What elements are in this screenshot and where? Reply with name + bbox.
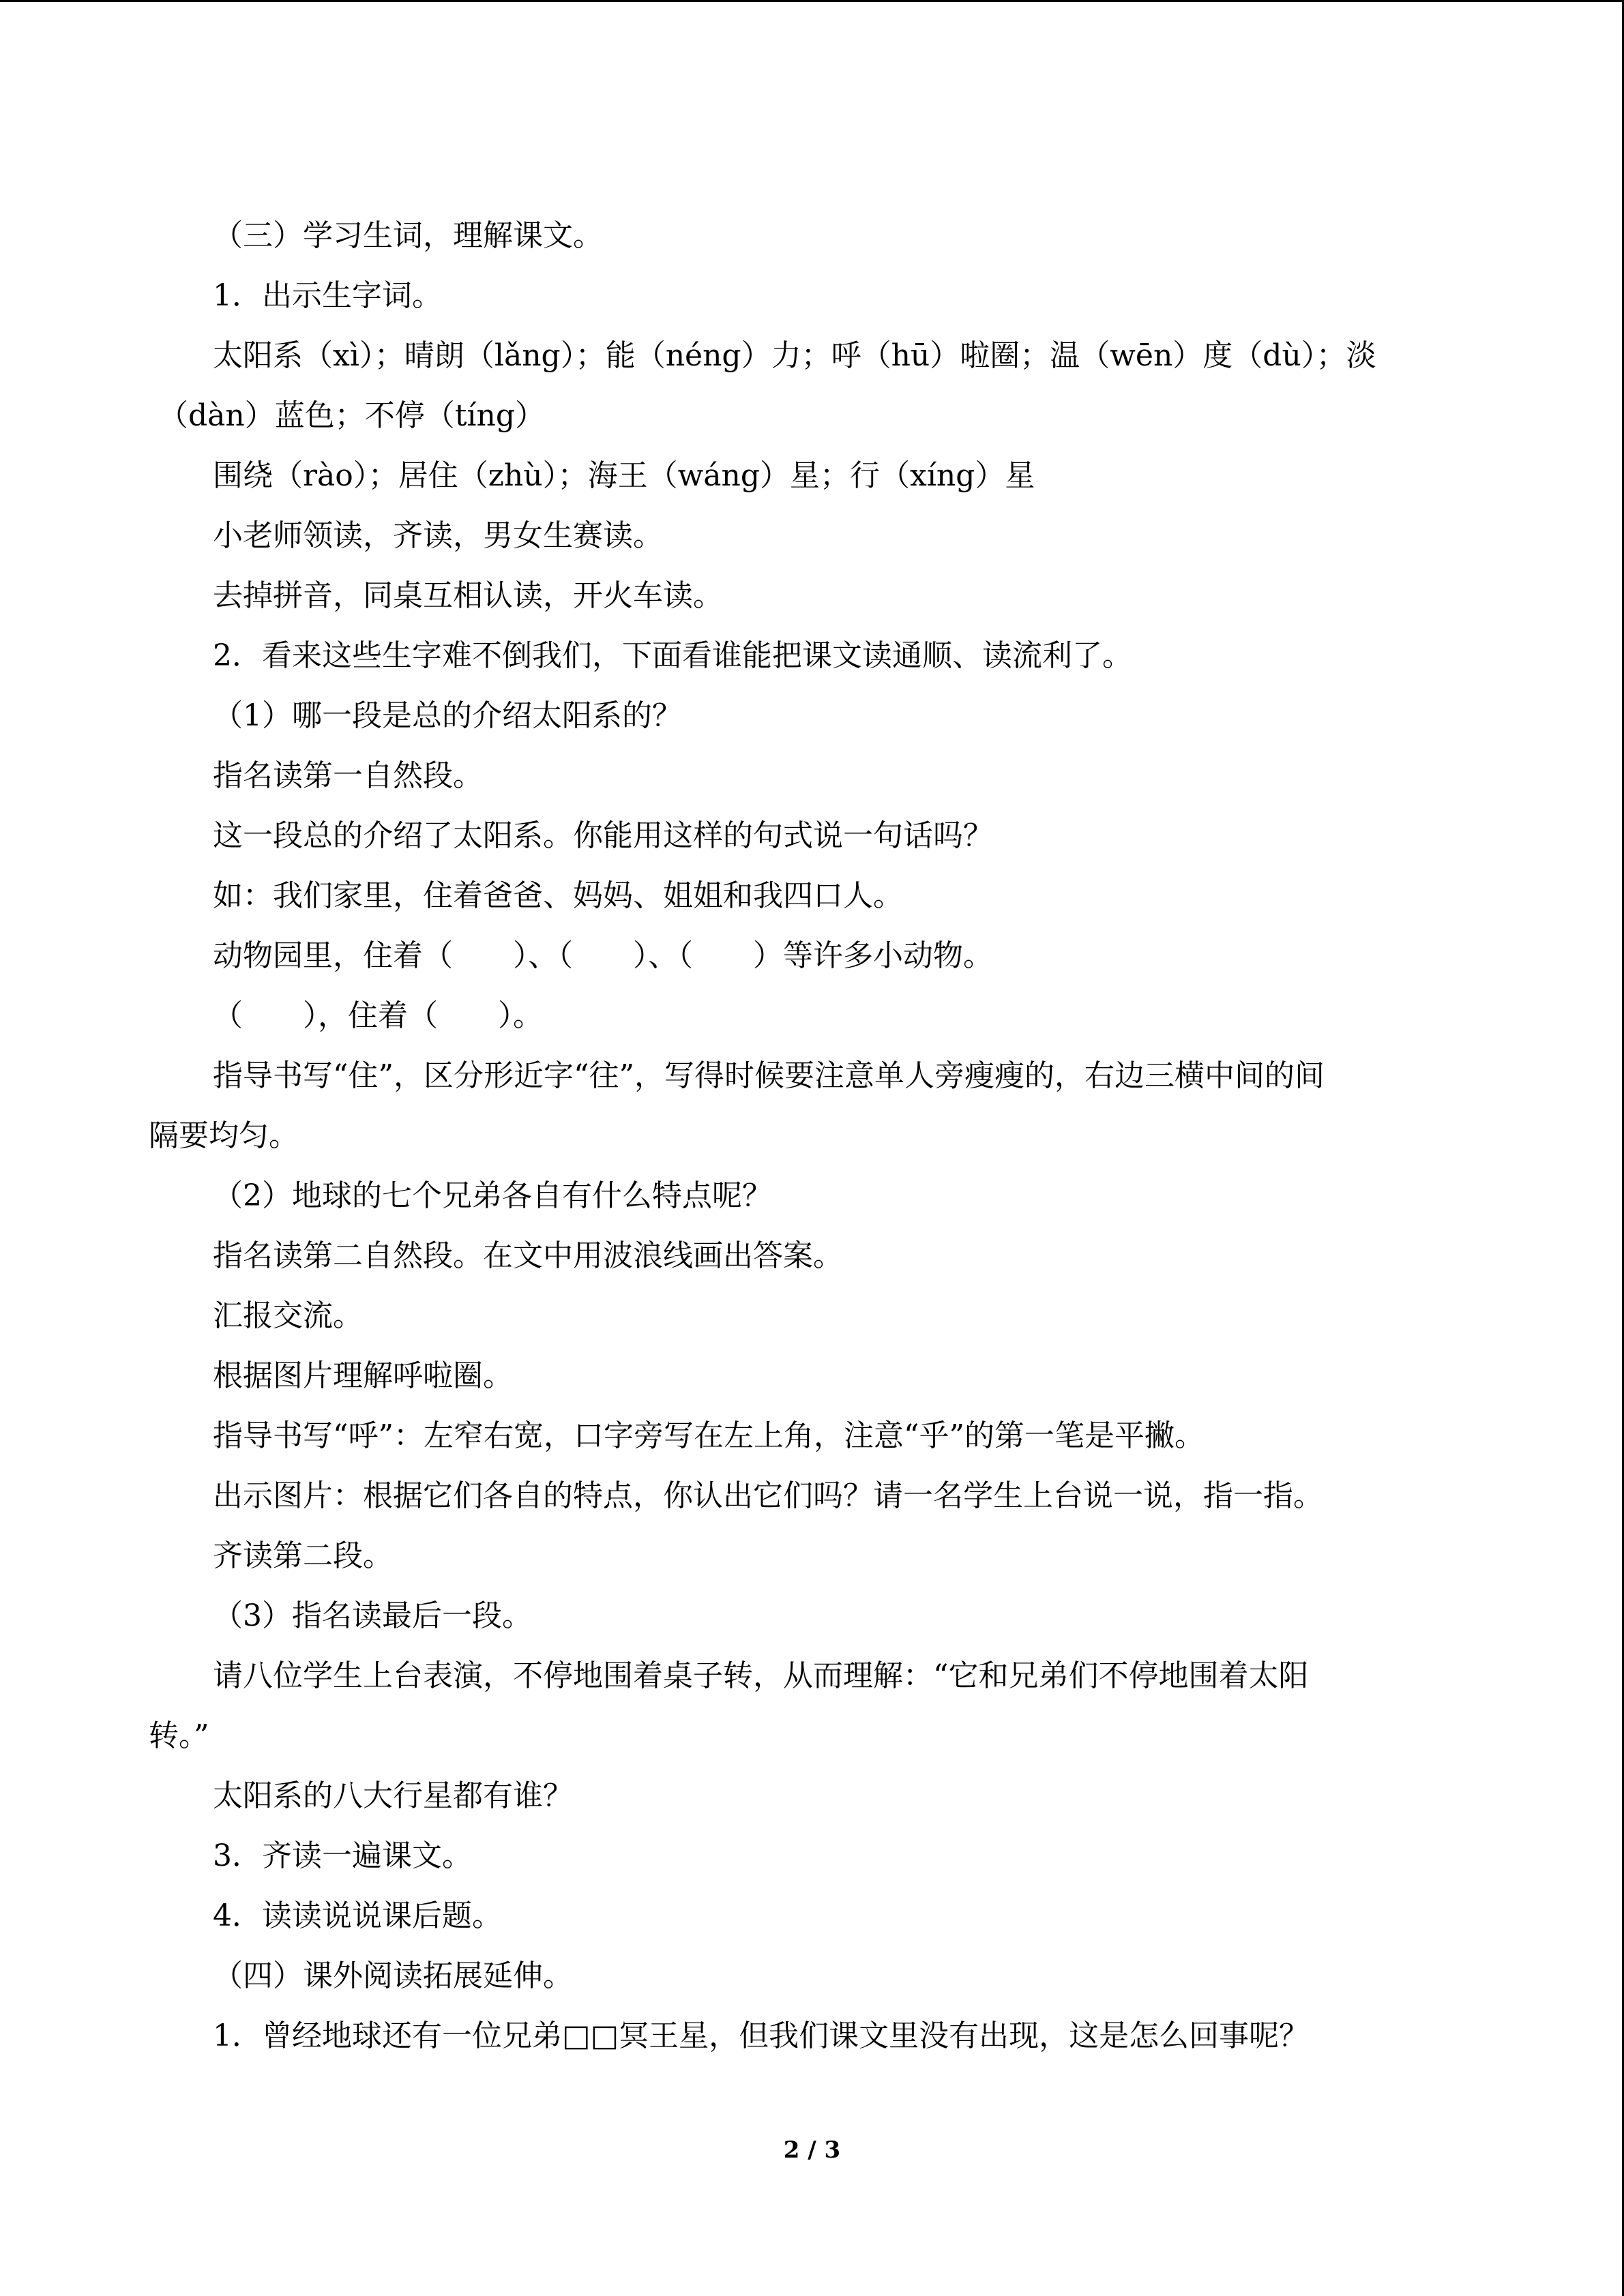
text-line: 4．读读说说课后题。 xyxy=(213,1898,502,1933)
text-line: 如：我们家里，住着爸爸、妈妈、姐姐和我四口人。 xyxy=(213,878,903,913)
section-heading-4: （四）课外阅读拓展延伸。 xyxy=(213,1958,573,1993)
text-line: 转。” xyxy=(149,1718,209,1753)
text-line: 指名读第一自然段。 xyxy=(213,758,483,793)
text-line: 小老师领读，齐读，男女生赛读。 xyxy=(213,518,663,553)
text-line: 2．看来这些生字难不倒我们，下面看谁能把课文读通顺、读流利了。 xyxy=(213,638,1132,673)
text-line: 出示图片：根据它们各自的特点，你认出它们吗？请一名学生上台说一说，指一指。 xyxy=(213,1478,1323,1513)
page-top-border xyxy=(0,0,1624,2)
text-line: （ ），住着（ ）。 xyxy=(213,998,543,1033)
text-line: 请八位学生上台表演，不停地围着桌子转，从而理解：“它和兄弟们不停地围着太阳 xyxy=(213,1658,1309,1693)
text-line: （3）指名读最后一段。 xyxy=(213,1598,532,1633)
text-line: 太阳系（xì）；晴朗（lǎng）；能（néng）力；呼（hū）啦圈；温（wēn）度（dù）；淡 xyxy=(213,338,1376,373)
text-line: 齐读第二段。 xyxy=(213,1538,393,1573)
text-line: 指导书写“呼”：左窄右宽，口字旁写在左上角，注意“乎”的第一笔是平撇。 xyxy=(213,1418,1205,1453)
text-line: （dàn）蓝色；不停（tíng） xyxy=(158,398,545,433)
text-line: 根据图片理解呼啦圈。 xyxy=(213,1358,513,1393)
text-line: 汇报交流。 xyxy=(213,1298,363,1333)
text-line: 指名读第二自然段。在文中用波浪线画出答案。 xyxy=(213,1238,843,1273)
text-line: 1．曾经地球还有一位兄弟□□冥王星，但我们课文里没有出现，这是怎么回事呢？ xyxy=(213,2018,1310,2053)
text-line: 3．齐读一遍课文。 xyxy=(213,1838,472,1873)
text-line: 太阳系的八大行星都有谁？ xyxy=(213,1778,573,1813)
text-line: 这一段总的介绍了太阳系。你能用这样的句式说一句话吗？ xyxy=(213,818,993,853)
text-line: 1．出示生字词。 xyxy=(213,278,442,313)
text-line: 围绕（rào）；居住（zhù）；海王（wáng）星；行（xíng）星 xyxy=(213,458,1035,493)
text-line: （1）哪一段是总的介绍太阳系的？ xyxy=(213,698,682,733)
text-line: （2）地球的七个兄弟各自有什么特点呢？ xyxy=(213,1178,772,1213)
text-line: 动物园里，住着（ ）、（ ）、（ ）等许多小动物。 xyxy=(213,938,993,973)
text-line: 去掉拼音，同桌互相认读，开火车读。 xyxy=(213,578,723,613)
page-number: 2 / 3 xyxy=(783,2136,841,2164)
text-line: 指导书写“住”，区分形近字“往”，写得时候要注意单人旁瘦瘦的，右边三横中间的间 xyxy=(213,1058,1325,1093)
section-heading-3: （三）学习生词，理解课文。 xyxy=(213,218,603,253)
text-line: 隔要均匀。 xyxy=(149,1118,299,1153)
